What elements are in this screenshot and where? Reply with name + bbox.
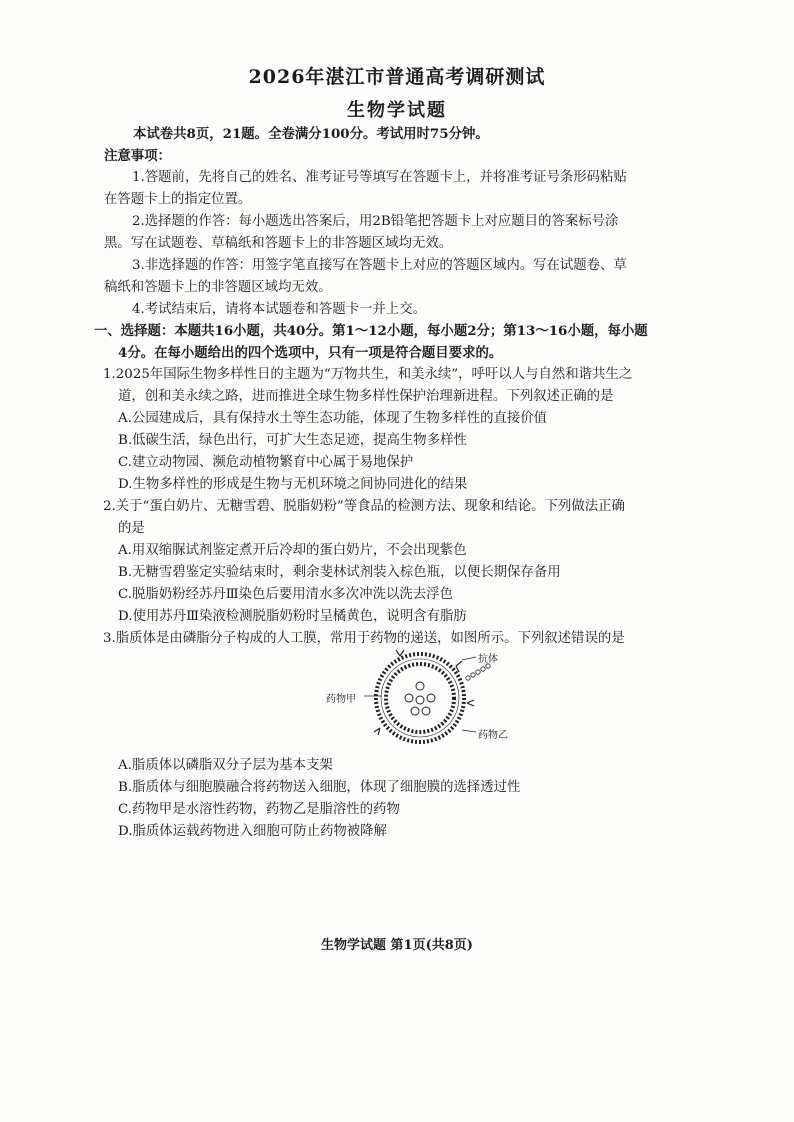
section-heading-line-1: 一、选择题：本题共16小题，共40分。第1～12小题，每小题2分；第13～16小题，每小题 [94,323,648,339]
q2-option-d: D.使用苏丹Ⅲ染液检测脱脂奶粉时呈橘黄色，说明含有脂肪 [118,609,467,624]
page-title: 2026年湛江市普通高考调研测试 [248,66,546,88]
liposome-figure [320,648,520,748]
note-line-1: 1.答题前，先将自己的姓名、准考证号等填写在答题卡上，并将准考证号条形码粘贴 [132,170,627,185]
q2-option-a: A.用双缩脲试剂鉴定煮开后冷却的蛋白奶片，不会出现紫色 [118,543,467,558]
q3-option-a: A.脂质体以磷脂双分子层为基本支架 [118,758,333,773]
section-heading-line-2: 4分。在每小题给出的四个选项中，只有一项是符合题目要求的。 [118,345,503,361]
q1-option-a: A.公园建成后，具有保持水土等生态功能，体现了生物多样性的直接价值 [118,411,548,426]
q3-option-d: D.脂质体运载药物进入细胞可防止药物被降解 [118,824,387,839]
note-line-2: 在答题卡上的指定位置。 [104,192,252,207]
q1-option-c: C.建立动物园、濒危动植物繁育中心属于易地保护 [118,455,414,470]
q3-option-c: C.药物甲是水溶性药物，药物乙是脂溶性的药物 [118,802,400,817]
q2-option-b: B.无糖雪碧鉴定实验结束时，剩余斐林试剂装入棕色瓶，以便长期保存备用 [118,565,561,580]
note-line-3: 2.选择题的作答：每小题选出答案后，用2B铅笔把答题卡上对应题目的答案标号涂 [132,214,619,229]
q1-option-d: D.生物多样性的形成是生物与无机环境之间协同进化的结果 [118,477,468,492]
antibody-chain [466,664,490,680]
page-footer: 生物学试题 第1页(共8页) [321,938,473,953]
drug-b-label: 药物乙 [478,730,508,741]
drug-a-label: 药物甲 [326,694,356,705]
leader-lines [364,657,476,732]
q1-option-b: B.低碳生活，绿色出行，可扩大生态足迹，提高生物多样性 [118,433,467,448]
q3-option-b: B.脂质体与细胞膜融合将药物送入细胞，体现了细胞膜的选择透过性 [118,780,521,795]
q2-option-c: C.脱脂奶粉经苏丹Ⅲ染色后要用清水多次冲洗以洗去浮色 [118,587,453,602]
drug-a-particles [405,682,435,715]
note-line-4: 黑。写在试题卷、草稿纸和答题卡上的非答题区域均无效。 [104,236,453,251]
q2-stem-2: 的是 [118,521,145,536]
page-subtitle: 生物学试题 [347,100,447,121]
antibody-label: 抗体 [478,654,498,665]
q1-stem-1: 1.2025年国际生物多样性日的主题为“万物共生，和美永续”，呼吁以人与自然和谐共生之 [103,367,633,382]
note-line-7: 4.考试结束后，请将本试题卷和答题卡一并上交。 [132,302,426,317]
exam-info: 本试卷共8页，21题。全卷满分100分。考试用时75分钟。 [133,126,489,142]
q1-stem-2: 道，创和美永续之路，进而推进全球生物多样性保护治理新进程。下列叙述正确的是 [118,389,614,404]
note-line-5: 3.非选择题的作答：用签字笔直接写在答题卡上对应的答题区域内。写在试题卷、草 [132,258,627,273]
note-line-6: 稿纸和答题卡上的非答题区域均无效。 [104,280,332,295]
notes-heading: 注意事项： [104,148,171,164]
q2-stem-1: 2.关于“蛋白奶片、无糖雪碧、脱脂奶粉”等食品的检测方法、现象和结论。下列做法正确 [103,499,625,514]
q3-stem: 3.脂质体是由磷脂分子构成的人工膜，常用于药物的递送，如图所示。下列叙述错误的是 [103,631,625,646]
